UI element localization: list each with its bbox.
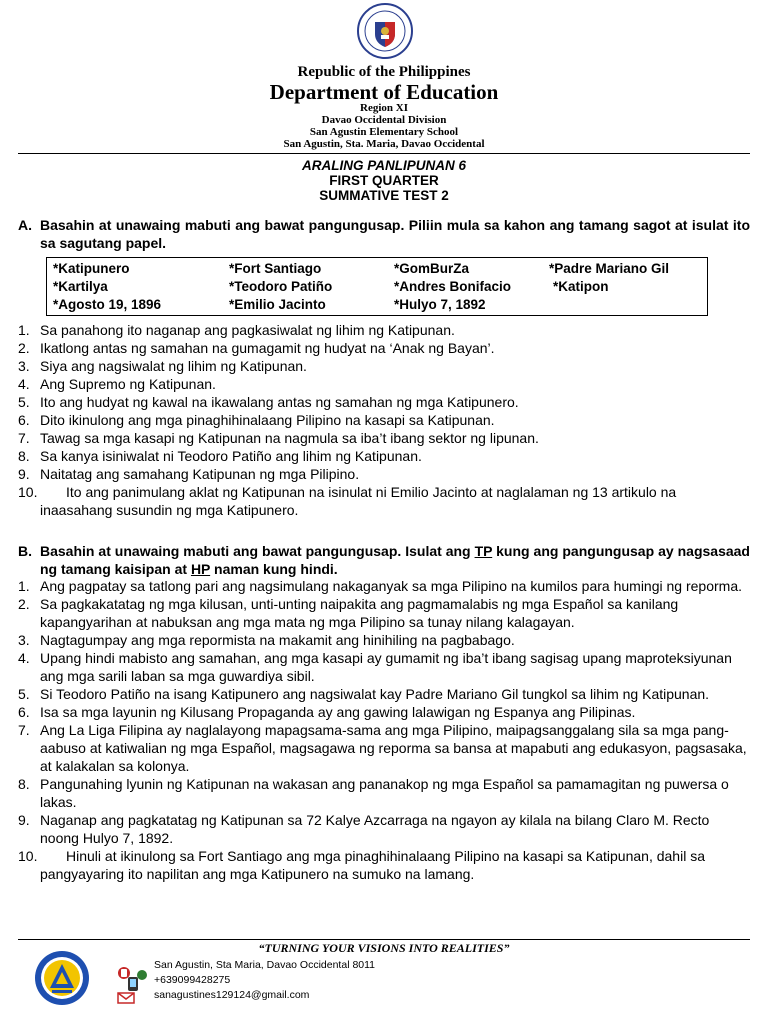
- subject-title: ARALING PANLIPUNAN 6: [301, 158, 466, 173]
- school-motto: “TURNING YOUR VISIONS INTO REALITIES”: [258, 941, 510, 955]
- choice: *Padre Mariano Gil: [549, 261, 670, 276]
- test-title: SUMMATIVE TEST 2: [319, 188, 449, 203]
- contact-info: [154, 958, 375, 1003]
- part-b-instruction: [18, 542, 750, 578]
- choice: *Emilio Jacinto: [229, 297, 326, 312]
- list-item: 8. Pangunahing lyunin ng Katipunan na wakasan ang pananakop ng mga Español sa pamamagitan ng puwersa o lakas.: [18, 776, 729, 810]
- region: Region XI: [360, 102, 408, 114]
- list-item: 8. Sa kanya isiniwalat ni Teodoro Patiño ang lihim ng Katipunan.: [18, 448, 422, 464]
- list-item: 3. Nagtagumpay ang mga repormista na makamit ang hinihiling na pagbabago.: [18, 632, 515, 648]
- part-b-questions: [18, 577, 748, 883]
- choice: *Katipunero: [53, 261, 130, 276]
- division: Davao Occidental Division: [321, 114, 447, 126]
- list-item: 2. Sa pagkakatatag ng mga kilusan, unti-unting naipakita ang pagmamalabis ng mga Español sa kanilang kapangyarihan at nabuksan ang mga mata ng mga Pilipino sa tunay nilang kalagayan.: [18, 596, 679, 630]
- contact-icon: [114, 965, 150, 1005]
- test-titles: [0, 158, 768, 203]
- part-a-text: Basahin at unawaing mabuti ang bawat pangungusap. Piliin mula sa kahon ang tamang sagot at isulat ito sa sagutang papel.: [40, 217, 750, 251]
- footer-divider: [18, 939, 750, 940]
- list-item: 6. Isa sa mga layunin ng Kilusang Propaganda ay ang gawing lalawigan ng Espanya ang Pilipinas.: [18, 704, 636, 720]
- school-logo: [34, 950, 90, 1006]
- choice: *Fort Santiago: [229, 261, 322, 276]
- republic-line: Republic of the Philippines: [297, 64, 471, 80]
- choice: *Katipon: [553, 279, 609, 294]
- list-item: 7. Tawag sa mga kasapi ng Katipunan na nagmula sa iba’t ibang sektor ng lipunan.: [18, 430, 539, 446]
- list-item: 3. Siya ang nagsiwalat ng lihim ng Katipunan.: [18, 358, 307, 374]
- list-item: 5. Si Teodoro Patiño na isang Katipunero ang nagsiwalat kay Padre Mariano Gil tungkol sa lihim ng Katipunan.: [18, 686, 710, 702]
- header-divider: [18, 153, 750, 154]
- list-item: 6. Dito ikinulong ang mga pinaghihinalaang Pilipino na kasapi sa Katipunan.: [18, 412, 495, 428]
- school-info: [0, 102, 768, 150]
- contact-phone: +639099428275: [154, 974, 231, 986]
- list-item: 1. Ang pagpatay sa tatlong pari ang nagsimulang nakaganyak sa mga Pilipino na kumilos para humingi ng reporma.: [18, 578, 742, 594]
- list-item: 4. Ang Supremo ng Katipunan.: [18, 376, 216, 392]
- choice: *Agosto 19, 1896: [53, 297, 162, 312]
- answer-choices-box: [46, 257, 708, 316]
- choice: *Kartilya: [53, 279, 108, 294]
- hp-term: HP: [190, 561, 211, 577]
- choice: *Andres Bonifacio: [394, 279, 512, 294]
- part-a-questions: [18, 321, 748, 519]
- part-b-label: B.: [18, 543, 32, 559]
- list-item: 9. Naitatag ang samahang Katipunan ng mga Pilipino.: [18, 466, 360, 482]
- list-item: 1. Sa panahong ito naganap ang pagkasiwalat ng lihim ng Katipunan.: [18, 322, 455, 338]
- list-item: 2. Ikatlong antas ng samahan na gumagamit ng hudyat na ‘Anak ng Bayan’.: [18, 340, 495, 356]
- contact-address: San Agustin, Sta Maria, Davao Occidental 8011: [154, 959, 376, 971]
- part-a-label: A.: [18, 217, 32, 233]
- list-item: 5. Ito ang hudyat ng kawal na ikawalang antas ng samahan ng mga Katipunero.: [18, 394, 519, 410]
- quarter-title: FIRST QUARTER: [329, 173, 439, 188]
- list-item: 7. Ang La Liga Filipina ay naglalayong mapagsama-sama ang mga Pilipino, maipagsanggalang sila sa mga pang-aabuso at katiwalian ng mga Español, magsagawa ng reporma sa bansa at mapabuti ang edukasyon, pagsasaka, at kalakalan sa kolonya.: [18, 722, 747, 774]
- list-item: 9. Naganap ang pagkatatag ng Katipunan sa 72 Kalye Azcarraga na ngayon ay kilala na bilang Claro M. Recto noong Hulyo 7, 1892.: [18, 812, 710, 846]
- tp-term: TP: [474, 543, 493, 559]
- choice: *Hulyo 7, 1892: [394, 297, 486, 312]
- choice: *GomBurZa: [394, 261, 470, 276]
- list-item: 4. Upang hindi mabisto ang samahan, ang mga kasapi ay gumamit ng iba’t ibang sagisag upang maproteksiyunan ang mga sarili laban sa mga guwardiya sibil.: [18, 650, 732, 684]
- list-item: 10. Ito ang panimulang aklat ng Katipunan na isinulat ni Emilio Jacinto at naglalaman ng 13 artikulo na inaasahang susundin ng mga Katipunero.: [18, 484, 677, 518]
- contact-email[interactable]: sanagustines129124@gmail.com: [154, 989, 310, 1001]
- deped-seal: [356, 2, 414, 60]
- list-item: 10. Hinuli at ikinulong sa Fort Santiago ang mga pinaghihinalaang Pilipino na kasapi sa Katipunan, dahil sa pangyayaring ito napilitan ang mga Katipunero na sumuko na lamang.: [18, 848, 705, 882]
- part-a-instruction: [18, 216, 750, 252]
- part-b-text: Basahin at unawaing mabuti ang bawat pangungusap. Isulat ang TP kung ang pangungusap ay nagsasaad ng tamang kaisipan at HP naman kung hindi.: [40, 543, 750, 577]
- school-name: San Agustin Elementary School: [309, 126, 459, 138]
- department-name: Department of Education: [269, 80, 499, 104]
- school-address: San Agustin, Sta. Maria, Davao Occidental: [283, 138, 485, 150]
- choice: *Teodoro Patiño: [229, 279, 333, 294]
